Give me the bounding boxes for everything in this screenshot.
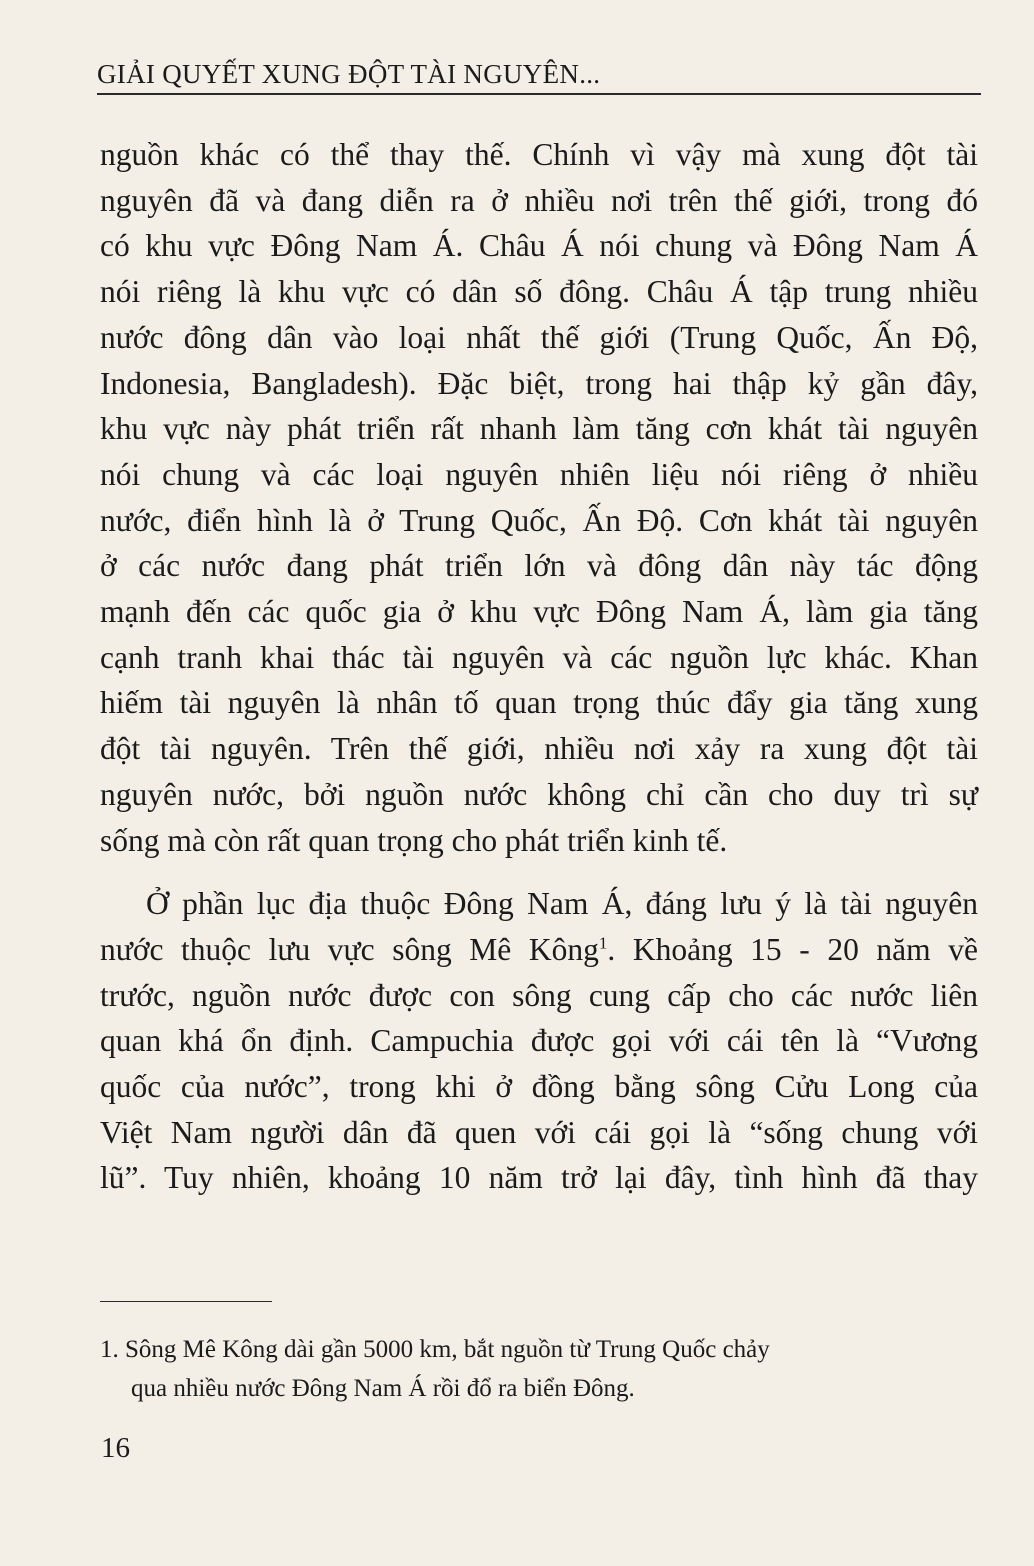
page-number: 16 bbox=[101, 1432, 130, 1464]
footnote-reference[interactable]: 1 bbox=[598, 933, 608, 953]
text-line: nguồn khác có thể thay thế. Chính vì vậy mà xung đột tài bbox=[100, 137, 978, 172]
text-line: nguyên đã và đang diễn ra ở nhiều nơi trên thế giới, trong đó bbox=[100, 182, 978, 218]
header-divider bbox=[97, 93, 981, 95]
text-segment: nước thuộc lưu vực sông Mê Kông bbox=[100, 931, 599, 967]
text-line: cạnh tranh khai thác tài nguyên và các nguồn lực khác. Khan bbox=[100, 639, 978, 675]
text-line: sống mà còn rất quan trọng cho phát triển kinh tế. bbox=[100, 822, 728, 858]
text-line: nước đông dân vào loại nhất thế giới (Trung Quốc, Ấn Độ, bbox=[100, 319, 978, 355]
paragraph-2 bbox=[100, 881, 978, 1201]
running-header: GIẢI QUYẾT XUNG ĐỘT TÀI NGUYÊN... bbox=[97, 59, 601, 89]
text-line: nước, điển hình là ở Trung Quốc, Ấn Độ. Cơn khát tài nguyên bbox=[100, 502, 978, 538]
body-text bbox=[100, 132, 978, 1201]
text-line: nói riêng là khu vực có dân số đông. Châu Á tập trung nhiều bbox=[100, 274, 978, 310]
text-line: quan khá ổn định. Campuchia được gọi với cái tên là “Vương bbox=[100, 1023, 978, 1059]
footnote bbox=[100, 1330, 980, 1408]
text-line: ở các nước đang phát triển lớn và đông dân này tác động bbox=[100, 548, 978, 584]
text-line: hiếm tài nguyên là nhân tố quan trọng thúc đẩy gia tăng xung bbox=[100, 685, 978, 721]
text-line: Indonesia, Bangladesh). Đặc biệt, trong hai thập kỷ gần đây, bbox=[100, 365, 978, 401]
text-line: lũ”. Tuy nhiên, khoảng 10 năm trở lại đây, tình hình đã thay bbox=[100, 1160, 978, 1196]
text-line: Việt Nam người dân đã quen với cái gọi là “sống chung với bbox=[100, 1114, 978, 1150]
footnote-divider bbox=[100, 1301, 272, 1302]
text-line: nói chung và các loại nguyên nhiên liệu nói riêng ở nhiều bbox=[100, 456, 978, 492]
footnote-line: qua nhiều nước Đông Nam Á rồi đổ ra biển Đông. bbox=[131, 1375, 635, 1402]
text-line: nguyên nước, bởi nguồn nước không chỉ cần cho duy trì sự bbox=[100, 776, 978, 812]
text-segment: . Khoảng 15 - 20 năm về bbox=[607, 931, 978, 967]
text-line: khu vực này phát triển rất nhanh làm tăng cơn khát tài nguyên bbox=[100, 411, 978, 447]
text-line: Ở phần lục địa thuộc Đông Nam Á, đáng lưu ý là tài nguyên bbox=[146, 886, 978, 922]
footnote-line: 1. Sông Mê Kông dài gần 5000 km, bắt nguồn từ Trung Quốc chảy bbox=[100, 1336, 770, 1363]
text-line: mạnh đến các quốc gia ở khu vực Đông Nam Á, làm gia tăng bbox=[100, 594, 978, 630]
text-line: đột tài nguyên. Trên thế giới, nhiều nơi xảy ra xung đột tài bbox=[100, 731, 978, 767]
paragraph-1 bbox=[100, 132, 978, 863]
text-line: trước, nguồn nước được con sông cung cấp cho các nước liên bbox=[100, 977, 978, 1013]
text-line: có khu vực Đông Nam Á. Châu Á nói chung và Đông Nam Á bbox=[100, 228, 978, 264]
text-line-with-footnote-ref bbox=[100, 927, 978, 973]
text-line: quốc của nước”, trong khi ở đồng bằng sông Cửu Long của bbox=[100, 1069, 978, 1105]
